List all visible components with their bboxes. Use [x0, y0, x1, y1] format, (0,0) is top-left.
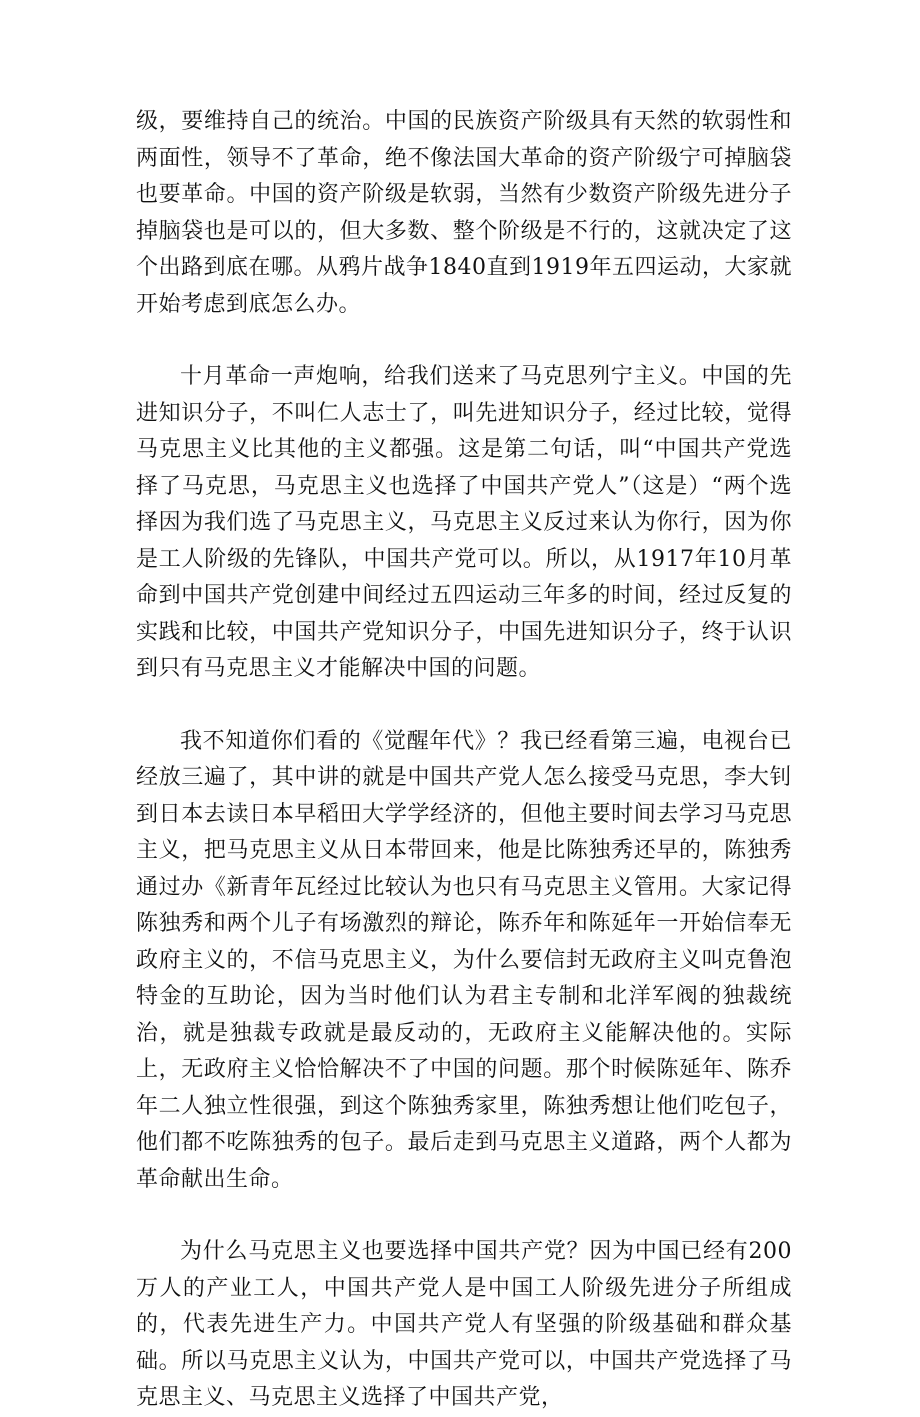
paragraph-october-revolution: 十月革命一声炮响，给我们送来了马克思列宁主义。中国的先进知识分子，不叫仁人志士了，叫先进知识分子，经过比较，觉得马克思主义比其他的主义都强。这是第二句话，叫“中国共产党选择了马克思，马克思主义也选择了中国共产党人”（这是）“两个选择因为我们选了马克思主义，马克思主义反过来认为你行，因为你是工人阶级的先锋队，中国共产党可以。所以，从1917年10月革命到中国共产党创建中间经过五四运动三年多的时间，经过反复的实践和比较，中国共产党知识分子，中国先进知识分子，终于认识到只有马克思主义才能解决中国的问题。 [136, 364, 792, 681]
document-page [136, 104, 792, 1417]
paragraph-continuation: 级，要维持自己的统治。中国的民族资产阶级具有天然的软弱性和两面性，领导不了革命，绝不像法国大革命的资产阶级宁可掉脑袋也要革命。中国的资产阶级是软弱，当然有少数资产阶级先进分子掉脑袋也是可以的，但大多数、整个阶级是不行的，这就决定了这个出路到底在哪。从鸦片战争1840直到1919年五四运动，大家就开始考虑到底怎么办。 [136, 109, 792, 317]
paragraph-why-marxism-chose-cpc: 为什么马克思主义也要选择中国共产党？因为中国已经有200万人的产业工人，中国共产党人是中国工人阶级先进分子所组成的，代表先进生产力。中国共产党人有坚强的阶级基础和群众基础。所以马克思主义认为，中国共产党可以，中国共产党选择了马克思主义、马克思主义选择了中国共产党， [136, 1239, 792, 1410]
paragraph-awakening-age: 我不知道你们看的《觉醒年代》？我已经看第三遍，电视台已经放三遍了，其中讲的就是中国共产党人怎么接受马克思，李大钊到日本去读日本早稻田大学学经济的，但他主要时间去学习马克思主义，把马克思主义从日本带回来，他是比陈独秀还早的，陈独秀通过办《新青年瓦经过比较认为也只有马克思主义管用。大家记得陈独秀和两个儿子有场激烈的辩论，陈乔年和陈延年一开始信奉无政府主义的，不信马克思主义，为什么要信封无政府主义叫克鲁泡特金的互助论，因为当时他们认为君主专制和北洋军阀的独裁统治，就是独裁专政就是最反动的，无政府主义能解决他的。实际上，无政府主义恰恰解决不了中国的问题。那个时候陈延年、陈乔年二人独立性很强，到这个陈独秀家里，陈独秀想让他们吃包子，他们都不吃陈独秀的包子。最后走到马克思主义道路，两个人都为革命献出生命。 [136, 728, 792, 1192]
